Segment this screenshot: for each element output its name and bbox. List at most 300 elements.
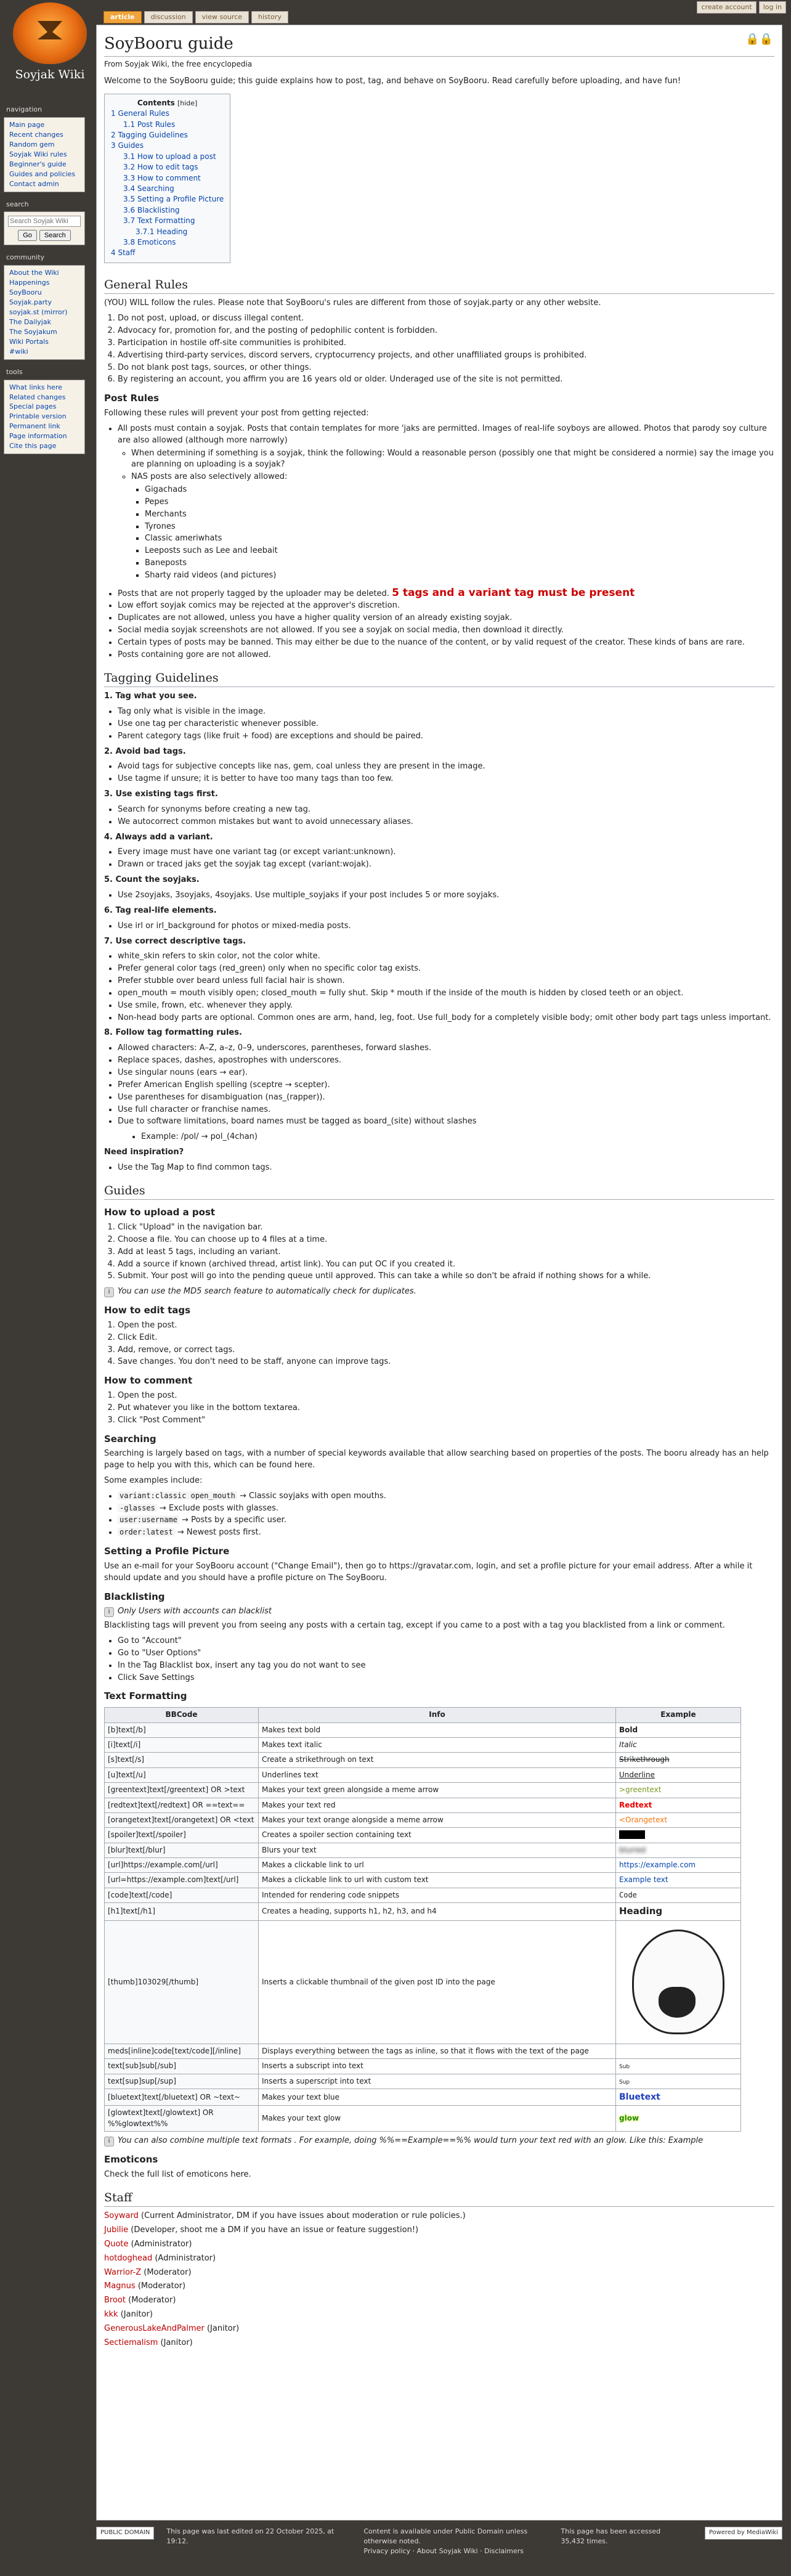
personal-tools [697, 1, 786, 14]
table-row [105, 2059, 741, 2074]
search-portlet [4, 200, 85, 246]
info-cell: Creates a heading, supports h1, h2, h3, and h4 [259, 1903, 616, 1921]
sidebar-item[interactable] [9, 150, 79, 160]
toc-item[interactable] [111, 205, 224, 216]
list-item: 3. Participation in hostile off-site communities is prohibited. [118, 338, 774, 349]
toc-list [111, 108, 224, 258]
staff-name-link[interactable]: Sectiemalism [104, 2338, 158, 2347]
note-text: You can use the MD5 search feature to automatically check for duplicates. [118, 1287, 416, 1297]
toc-hide-link[interactable]: [hide] [177, 99, 198, 107]
staff-member [104, 2253, 774, 2265]
md5-note [104, 1286, 774, 1298]
toc-link[interactable]: 3.7.1 Heading [136, 227, 188, 236]
sidebar-item-link[interactable]: Happenings [9, 279, 50, 287]
staff-role: (Janitor) [158, 2338, 193, 2347]
list-item [118, 1527, 774, 1539]
example-text: Code [619, 1890, 637, 1899]
sidebar-item[interactable] [9, 298, 79, 308]
tag-map-link[interactable]: • Use the Tag Map to find common tags. [118, 1162, 774, 1174]
sidebar-item-link[interactable]: Main page [9, 120, 45, 129]
example-cell [616, 1812, 741, 1827]
search-button[interactable]: Search [39, 230, 71, 241]
bbcode-cell: [s]text[/s] [105, 1753, 259, 1767]
site-name: Soyjak Wiki [15, 68, 85, 81]
example-cell [616, 1843, 741, 1857]
sidebar-item-link[interactable]: Recent changes [9, 130, 63, 139]
list-item [118, 423, 774, 582]
search-example-desc: → Newest posts first. [174, 1528, 261, 1538]
staff-name-link[interactable]: Warrior-Z [104, 2267, 142, 2277]
staff-name-link[interactable]: Magnus [104, 2281, 136, 2291]
toc-item[interactable] [111, 173, 224, 184]
list-item: • We autocorrect common mistakes but want to avoid unnecessary aliases. [118, 817, 774, 828]
table-row [105, 2044, 741, 2058]
sidebar-item[interactable] [9, 130, 79, 140]
bbcode-cell: [url]https://example.com[/url] [105, 1858, 259, 1873]
list-item: • Avoid tags for subjective concepts like nas, gem, coal unless they are present in the image. [118, 761, 774, 773]
list-item: • Low effort soyjak comics may be rejected at the approver's discretion. [118, 600, 774, 612]
sidebar-item-link[interactable]: Beginner's guide [9, 160, 67, 168]
table-row [105, 1920, 741, 2044]
community-portlet [4, 253, 85, 359]
example-text: Sup [619, 2079, 630, 2085]
example-text: Strikethrough [619, 1755, 670, 1764]
info-cell: Makes your text red [259, 1798, 616, 1812]
tools-portlet [4, 367, 85, 455]
list-item: • open_mouth = mouth visibly open; closed_mouth = fully shut. Skip * mouth if the inside of the mouth is hidden by closed teeth or an object. [118, 988, 774, 1000]
staff-role: (Moderator) [125, 2296, 176, 2305]
sidebar-item-link[interactable]: Guides and policies [9, 169, 76, 178]
sidebar-item-link[interactable]: SoyBooru [9, 288, 42, 297]
create-account-link[interactable]: create account [697, 1, 756, 14]
info-cell: Inserts a superscript into text [259, 2074, 616, 2089]
toc-item[interactable] [111, 130, 224, 141]
sidebar-item[interactable] [9, 327, 79, 337]
access-count: This page has been accessed 35,432 times. [561, 2527, 661, 2545]
sidebar-item-link[interactable]: #wiki [9, 347, 28, 356]
toc-link[interactable]: 3.7 Text Formatting [123, 216, 195, 226]
example-text: >greentext [619, 1785, 662, 1795]
nas-text: NAS posts are also selectively allowed: [131, 472, 288, 482]
sidebar-item[interactable] [9, 422, 79, 431]
example-text: Underline [619, 1770, 655, 1779]
privacy-link[interactable]: Privacy policy [363, 2546, 411, 2555]
sidebar-item-link[interactable]: Contact admin [9, 179, 59, 188]
sidebar-item[interactable] [9, 179, 79, 189]
community-title: community [6, 253, 45, 262]
go-button[interactable]: Go [18, 230, 37, 241]
list-item: 3. Click "Post Comment" [118, 1415, 774, 1427]
toc-link[interactable]: 3.1 How to upload a post [123, 152, 216, 161]
list-item: • Replace spaces, dashes, apostrophes with underscores. [118, 1055, 774, 1067]
sidebar-item-link[interactable]: Permanent link [9, 422, 60, 431]
upload-heading: How to upload a post [104, 1207, 216, 1218]
table-row [105, 1783, 741, 1798]
staff-member [104, 2211, 774, 2222]
toc-link[interactable]: 3.2 How to edit tags [123, 163, 198, 172]
list-item: • Go to "Account" [118, 1636, 774, 1647]
staff-name-link[interactable]: Quote [104, 2239, 129, 2249]
nav-list [4, 117, 85, 192]
example-cell [616, 1753, 741, 1767]
tab-article[interactable]: article [103, 11, 142, 23]
sidebar-item[interactable] [9, 120, 79, 130]
post-rules-intro: Following these rules will prevent your post from getting rejected: [104, 408, 369, 418]
info-cell: Inserts a clickable thumbnail of the given post ID into the page [259, 1920, 616, 2044]
sidebar-item[interactable] [9, 441, 79, 451]
lock-icon: 🔒🔒 [745, 33, 773, 46]
tagging-rule-title: 4. Always add a variant. [104, 832, 213, 842]
list-item: • Use 2soyjaks, 3soyjaks, 4soyjaks. Use multiple_soyjaks if your post includes 5 or more soyjaks. [118, 890, 774, 902]
post-rule-text: Posts that are not properly tagged by the uploader may be deleted. [118, 589, 389, 598]
tag-requirement: 5 tags and a variant tag must be present [392, 586, 635, 599]
public-domain-badge[interactable]: PUBLIC DOMAIN [96, 2527, 154, 2540]
list-item: • Certain types of posts may be banned. This may either be due to the nuance of the content, or by valid request of the creator. These kinds of bans are rare. [118, 637, 774, 649]
general-rules-heading: General Rules [104, 277, 774, 295]
nav-title: navigation [6, 105, 43, 113]
toc-link[interactable]: 1.1 Post Rules [123, 120, 176, 129]
example-cell [616, 1888, 741, 1902]
info-cell: Makes text italic [259, 1737, 616, 1752]
tagging-rule-title: 6. Tag real-life elements. [104, 905, 217, 915]
tagging-rule-list [118, 804, 774, 828]
toc-link[interactable]: 2 Tagging Guidelines [111, 131, 188, 140]
list-item: • Allowed characters: A–Z, a–z, 0–9, underscores, parentheses, forward slashes. [118, 1043, 774, 1054]
site-logo[interactable] [4, 2, 96, 84]
sidebar-item[interactable] [9, 383, 79, 393]
table-row [105, 1888, 741, 1902]
tagging-rule-list [118, 761, 774, 785]
bbcode-cell: [url=https://example.com]text[/url] [105, 1873, 259, 1888]
mediawiki-badge[interactable]: Powered by MediaWiki [705, 2527, 782, 2540]
toc-item[interactable] [111, 108, 224, 119]
tagging-rule-title: 7. Use correct descriptive tags. [104, 936, 246, 946]
bbcode-cell: [redtext]text[/redtext] OR ==text== [105, 1798, 259, 1812]
list-item: • Example: /pol/ → pol_(4chan) [141, 1131, 774, 1143]
tagging-rule-title: 2. Avoid bad tags. [104, 746, 186, 756]
post-rules-rest [118, 600, 774, 661]
info-icon: i [104, 1607, 114, 1617]
sidebar-item-link[interactable]: The Dailyjak [9, 317, 51, 326]
toc-link[interactable]: 3.3 How to comment [123, 173, 201, 182]
sidebar-item[interactable] [9, 140, 79, 150]
sidebar-item-link[interactable]: Wiki Portals [9, 337, 49, 346]
table-row [105, 1753, 741, 1767]
list-item: ▪ Merchants [145, 509, 774, 521]
pfp-heading: Setting a Profile Picture [104, 1546, 230, 1557]
sidebar-item[interactable] [9, 393, 79, 402]
note-text: You can also combine multiple text formats . For example, doing %%==Example==%% would turn your text red with an glow. Like this: Example [118, 2136, 704, 2146]
searching-heading: Searching [104, 1433, 156, 1445]
sidebar-item-link[interactable]: What links here [9, 383, 62, 391]
toc-item[interactable] [111, 120, 224, 130]
staff-role: (Administrator) [152, 2253, 216, 2263]
example-text: Redtext [619, 1800, 652, 1809]
table-row [105, 1843, 741, 1857]
list-item: • Due to software limitations, board names must be tagged as board_(site) without slashes [118, 1116, 774, 1128]
table-row [105, 1722, 741, 1737]
list-item: • Use irl or irl_background for photos or mixed-media posts. [118, 921, 774, 932]
example-text: Bold [619, 1725, 638, 1734]
toc-item[interactable] [111, 194, 224, 205]
table-row [105, 1828, 741, 1843]
sidebar-item[interactable] [9, 308, 79, 317]
sidebar-item[interactable] [9, 431, 79, 441]
search-title: search [6, 200, 29, 208]
list-item: • Every image must have one variant tag (or except variant:unknown). [118, 847, 774, 858]
info-cell: Displays everything between the tags as inline, so that it flows with the text of the page [259, 2044, 616, 2058]
edit-steps [118, 1320, 774, 1368]
list-item: 1. Open the post. [118, 1390, 774, 1402]
license-text: Content is available under Public Domain unless otherwise noted. [363, 2527, 528, 2545]
sidebar-item-link[interactable]: Soyjak.party [9, 298, 52, 307]
thumbnail-image[interactable] [632, 1930, 724, 2034]
list-item: • Prefer stubble over beard unless full facial hair is shown. [118, 976, 774, 987]
sidebar-item-link[interactable]: Cite this page [9, 442, 57, 450]
list-item: 2. Advocacy for, promotion for, and the posting of pedophilic content is forbidden. [118, 325, 774, 337]
search-example-desc: → Exclude posts with glasses. [156, 1503, 278, 1513]
formatting-table [104, 1707, 741, 2132]
tagging-sections [104, 691, 774, 1128]
search-example-code: variant:classic open_mouth [118, 1491, 237, 1500]
info-cell: Blurs your text [259, 1843, 616, 1857]
toc-link[interactable]: 3.8 Emoticons [123, 238, 176, 247]
combine-note [104, 2135, 774, 2147]
sidebar-item[interactable] [9, 278, 79, 288]
bbcode-cell: [glowtext]text[/glowtext] OR %%glowtext%% [105, 2106, 259, 2132]
bbcode-cell: [u]text[/u] [105, 1767, 259, 1782]
info-cell: Makes text bold [259, 1722, 616, 1737]
toc-item[interactable] [111, 227, 224, 237]
list-item: 2. Choose a file. You can choose up to 4 files at a time. [118, 1234, 774, 1246]
example-cell [616, 1798, 741, 1812]
example-text: blurred [619, 1845, 646, 1854]
example-cell [616, 1783, 741, 1798]
list-item: 1. Click "Upload" in the navigation bar. [118, 1222, 774, 1234]
sidebar-item-link[interactable]: About the Wiki [9, 269, 59, 277]
list-item: 2. Click Edit. [118, 1332, 774, 1344]
toc-link[interactable]: 3.4 Searching [123, 184, 174, 194]
example-cell [616, 1828, 741, 1843]
list-item: • Prefer general color tags (red_green) only when no specific color tag exists. [118, 963, 774, 975]
formatting-heading: Text Formatting [104, 1690, 187, 1702]
search-example-desc: → Posts by a specific user. [179, 1515, 286, 1525]
sidebar-item-link[interactable]: Special pages [9, 402, 57, 411]
list-item: • Duplicates are not allowed, unless you have a higher quality version of an already existing soyjak. [118, 613, 774, 624]
info-icon: i [104, 1287, 114, 1297]
sidebar-item-link[interactable]: Soyjak Wiki rules [9, 150, 67, 158]
table-row [105, 1812, 741, 1827]
staff-member [104, 2338, 774, 2349]
search-examples-title: Some examples include: [104, 1475, 203, 1485]
list-item: 2. Put whatever you like in the bottom textarea. [118, 1403, 774, 1414]
toc-link[interactable]: 3 Guides [111, 141, 144, 150]
example-cell [616, 2089, 741, 2106]
tools-list [4, 380, 85, 455]
example-cell [616, 1722, 741, 1737]
sidebar-item[interactable] [9, 288, 79, 298]
staff-name-link[interactable]: Soyward [104, 2211, 139, 2221]
bbcode-cell: [thumb]103029[/thumb] [105, 1920, 259, 2044]
guides-heading: Guides [104, 1183, 774, 1200]
intro-text: Welcome to the SoyBooru guide; this guide explains how to post, tag, and behave on SoyBooru. Read carefully before uploading, and have fun! [104, 76, 681, 86]
info-cell: Intended for rendering code snippets [259, 1888, 616, 1902]
search-example-code: user:username [118, 1515, 179, 1524]
list-item: • Use parentheses for disambiguation (nas_(rapper)). [118, 1092, 774, 1104]
staff-name-link[interactable]: Broot [104, 2296, 126, 2305]
staff-role: (Developer, shoot me a DM if you have an issue or feature suggestion!) [128, 2225, 419, 2235]
sidebar-item[interactable] [9, 412, 79, 422]
staff-member [104, 2267, 774, 2279]
list-item: • Parent category tags (like fruit + food) are exceptions and should be paired. [118, 731, 774, 743]
note-text: Only Users with accounts can blacklist [118, 1607, 272, 1616]
sidebar-item[interactable] [9, 402, 79, 412]
staff-name-link[interactable]: kkk [104, 2310, 118, 2320]
example-cell [616, 1737, 741, 1752]
toc-item[interactable] [111, 216, 224, 226]
toc-link[interactable]: 1 General Rules [111, 109, 169, 118]
top-bar [0, 0, 791, 25]
staff-member [104, 2281, 774, 2293]
list-item: ▪ Tyrones [145, 521, 774, 533]
search-input[interactable] [8, 216, 81, 227]
info-cell: Makes a clickable link to url [259, 1858, 616, 1873]
staff-member [104, 2295, 774, 2307]
toc-title: Contents [137, 98, 175, 107]
about-link[interactable]: About Soyjak Wiki [416, 2546, 478, 2555]
bbcode-cell: [greentext]text[/greentext] OR >text [105, 1783, 259, 1798]
list-item: • Click Save Settings [118, 1673, 774, 1684]
tagging-rule-list [118, 1043, 774, 1128]
tab-discussion[interactable]: discussion [144, 11, 193, 23]
general-rules-list [118, 313, 774, 386]
page-tabs [103, 11, 288, 23]
bbcode-cell: [bluetext]text[/bluetext] OR ~text~ [105, 2089, 259, 2106]
bbcode-cell: text[sub]sub[/sub] [105, 2059, 259, 2074]
pumpkin-logo-icon [13, 2, 87, 64]
bbcode-cell: meds[inline]code[text/code][/inline] [105, 2044, 259, 2058]
list-item [131, 471, 774, 582]
list-item: • Drawn or traced jaks get the soyjak tag except (variant:wojak). [118, 859, 774, 871]
nas-list [145, 484, 774, 582]
sidebar-item[interactable] [9, 268, 79, 278]
disclaimers-link[interactable]: Disclaimers [484, 2546, 524, 2555]
tagging-rule-title: 1. Tag what you see. [104, 691, 197, 701]
staff-role: (Janitor) [118, 2310, 153, 2320]
blacklist-note [104, 1606, 774, 1618]
list-item: 4. Advertising third-party services, discord servers, cryptocurrency projects, and other unaffiliated groups is prohibited. [118, 350, 774, 362]
main-content [96, 25, 782, 2521]
tab-view-source[interactable]: view source [195, 11, 249, 23]
login-link[interactable]: log in [759, 1, 786, 14]
list-item [118, 1491, 774, 1502]
searching-text: Searching is largely based on tags, with a number of special keywords available that allow searching based on properties of the posts. The booru already has an help page to help you with this, which can be found here. [104, 1449, 769, 1470]
toc-item[interactable] [111, 152, 224, 162]
edit-heading: How to edit tags [104, 1305, 191, 1316]
list-item: 3. Add at least 5 tags, including an variant. [118, 1247, 774, 1258]
info-cell: Underlines text [259, 1767, 616, 1782]
tagging-rule-list [118, 951, 774, 1024]
table-row [105, 1858, 741, 1873]
info-cell: Makes your text glow [259, 2106, 616, 2132]
toc-item[interactable] [111, 141, 224, 151]
sidebar-item-link[interactable]: Related changes [9, 393, 66, 401]
toc-item[interactable] [111, 237, 224, 248]
staff-name-link[interactable]: GenerousLakeAndPalmer [104, 2323, 205, 2333]
toc-item[interactable] [111, 162, 224, 173]
staff-member [104, 2309, 774, 2321]
staff-name-link[interactable]: Jubilie [104, 2225, 129, 2235]
staff-member [104, 2323, 774, 2335]
table-row [105, 1903, 741, 1921]
comment-steps [118, 1390, 774, 1427]
sidebar-item-link[interactable]: Random gem [9, 140, 55, 149]
list-item: 3. Add, remove, or correct tags. [118, 1345, 774, 1356]
list-item: ▪ Baneposts [145, 558, 774, 569]
toc-link[interactable]: 3.6 Blacklisting [123, 205, 180, 214]
example-cell [616, 1903, 741, 1921]
list-item: • In the Tag Blacklist box, insert any tag you do not want to see [118, 1660, 774, 1672]
example-cell [616, 1767, 741, 1782]
table-row [105, 1767, 741, 1782]
info-cell: Makes a clickable link to url with custom text [259, 1873, 616, 1888]
sidebar-item-link[interactable]: Printable version [9, 412, 67, 421]
tagging-rule-title: 5. Count the soyjaks. [104, 875, 200, 885]
bbcode-cell: [i]text[/i] [105, 1737, 259, 1752]
tab-history[interactable]: history [251, 11, 288, 23]
staff-role: (Janitor) [204, 2323, 240, 2333]
list-item: ▪ Pepes [145, 497, 774, 508]
staff-name-link[interactable]: hotdoghead [104, 2253, 153, 2263]
search-example-desc: → Classic soyjaks with open mouths. [237, 1491, 386, 1501]
sidebar-item[interactable] [9, 347, 79, 357]
sidebar-item[interactable] [9, 169, 79, 179]
sidebar-item-link[interactable]: soyjak.st (mirror) [9, 308, 68, 316]
list-item: • Search for synonyms before creating a new tag. [118, 804, 774, 816]
list-item: ▪ Classic ameriwhats [145, 533, 774, 545]
table-row [105, 2089, 741, 2106]
toc-link[interactable]: 3.5 Setting a Profile Picture [123, 195, 224, 204]
column-header: BBCode [105, 1708, 259, 1722]
sidebar-item[interactable] [9, 317, 79, 327]
toc-item[interactable] [111, 184, 224, 194]
toc-item[interactable] [111, 248, 224, 258]
tools-title: tools [6, 367, 23, 376]
example-text: <Orangetext [619, 1815, 668, 1824]
tagging-rule-title: 8. Follow tag formatting rules. [104, 1028, 242, 1038]
toc-link[interactable]: 4 Staff [111, 248, 136, 258]
community-list [4, 265, 85, 359]
staff-member [104, 2225, 774, 2236]
bbcode-cell: [b]text[/b] [105, 1722, 259, 1737]
list-item: • Tag only what is visible in the image. [118, 706, 774, 718]
emoticons-heading: Emoticons [104, 2154, 158, 2166]
sidebar-item-link[interactable]: Page information [9, 432, 67, 441]
tagging-rule-list [118, 847, 774, 871]
info-cell: Create a strikethrough on text [259, 1753, 616, 1767]
list-item: ▪ Sharty raid videos (and pictures) [145, 570, 774, 582]
sidebar-item-link[interactable]: The Soyjakum [9, 327, 57, 336]
example-text: Bluetext [619, 2092, 660, 2103]
example-text: https://example.com [619, 1861, 696, 1870]
sidebar-item[interactable] [9, 160, 79, 169]
list-item: • Use one tag per characteristic whenever possible. [118, 719, 774, 730]
bbcode-cell: [h1]text[/h1] [105, 1903, 259, 1921]
sidebar-item[interactable] [9, 337, 79, 347]
list-item: • Use tagme if unsure; it is better to have too many tags than too few. [118, 773, 774, 785]
list-item: 6. By registering an account, you affirm you are 16 years old or older. Underaged use of the site is not permitted. [118, 374, 774, 386]
table-row [105, 1737, 741, 1752]
